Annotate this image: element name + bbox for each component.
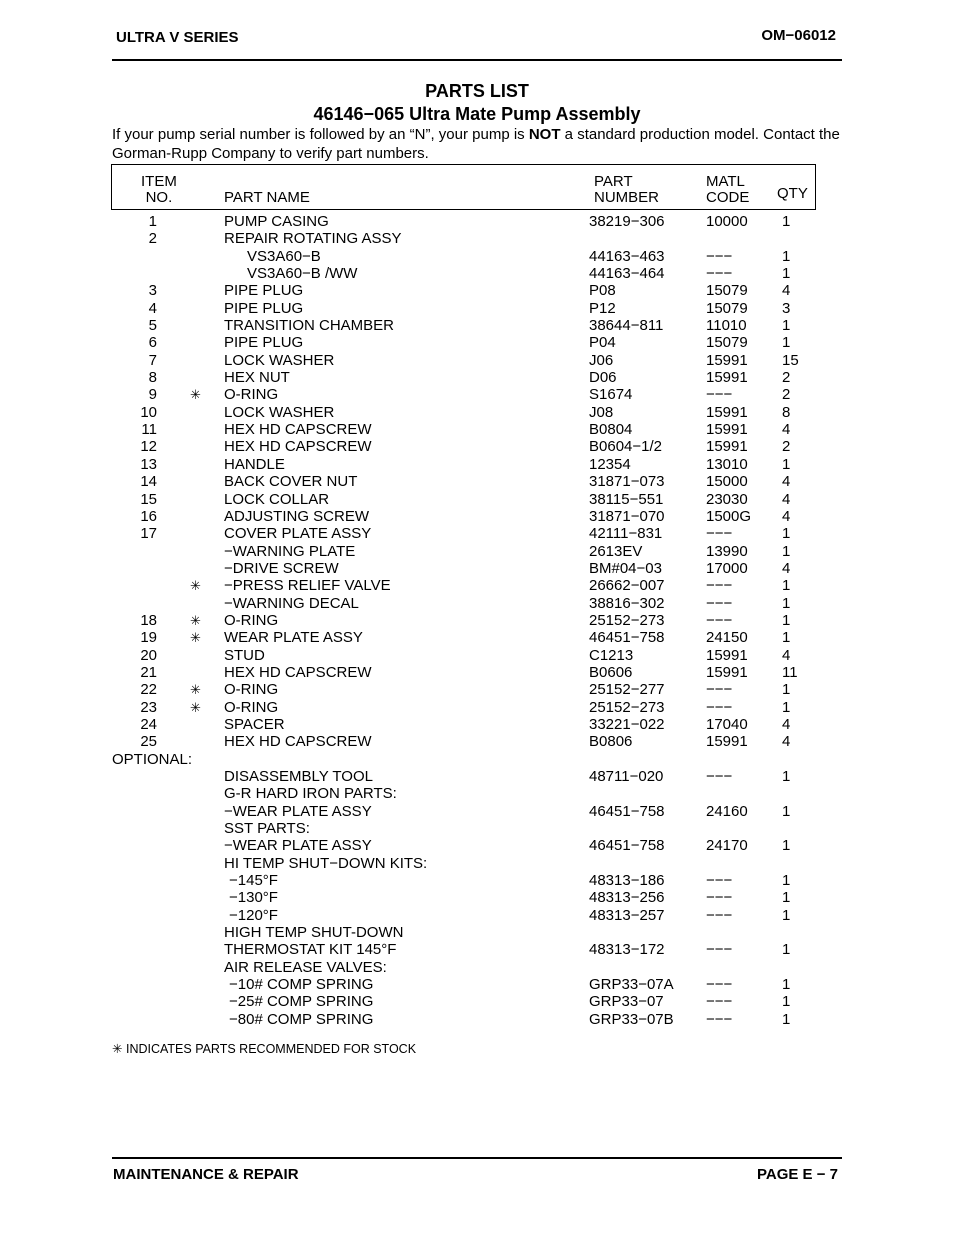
item-number: 20: [140, 646, 157, 664]
item-number: 9: [148, 386, 157, 404]
table-row: [0, 629, 954, 646]
matl-code: −−−: [706, 247, 733, 265]
item-number: 14: [140, 473, 157, 491]
table-row: [0, 560, 954, 577]
part-number: GRP33−07: [589, 993, 664, 1011]
part-number: 38115−551: [589, 490, 664, 508]
quantity: 1: [782, 213, 791, 230]
part-number: 46451−758: [589, 837, 665, 855]
part-number: J06: [589, 351, 614, 369]
quantity: 4: [782, 559, 791, 577]
item-number: 25: [140, 733, 157, 751]
part-name: −DRIVE SCREW: [224, 559, 339, 577]
part-name: −80# COMP SPRING: [229, 1010, 374, 1028]
matl-code: 17000: [706, 559, 748, 577]
column-header-box: [111, 164, 816, 210]
item-number: 18: [140, 611, 157, 629]
column-header-matl-line1: MATL: [706, 173, 745, 190]
table-row: [0, 421, 954, 438]
part-number: P08: [589, 282, 616, 300]
part-name: DISASSEMBLY TOOL: [224, 768, 373, 785]
part-name: −120°F: [229, 906, 278, 924]
footnote: [112, 1041, 416, 1056]
parts-table-body: [0, 213, 954, 1028]
part-name: SPACER: [224, 715, 285, 733]
quantity: 4: [782, 282, 791, 300]
part-number: 48313−257: [589, 906, 665, 924]
quantity: 1: [782, 872, 791, 890]
matl-code: 15991: [706, 646, 748, 664]
quantity: 1: [782, 906, 791, 924]
matl-code: −−−: [706, 768, 733, 785]
part-name: HEX HD CAPSCREW: [224, 421, 372, 439]
item-number: 7: [148, 351, 157, 369]
quantity: 1: [782, 629, 791, 647]
table-row: [0, 803, 954, 820]
part-name: HANDLE: [224, 455, 285, 473]
matl-code: 17040: [706, 715, 748, 733]
table-row: [0, 525, 954, 542]
table-row: [0, 577, 954, 594]
quantity: 8: [782, 403, 791, 421]
table-row: [0, 265, 954, 282]
quantity: 4: [782, 490, 791, 508]
quantity: 1: [782, 594, 791, 612]
item-number: 1: [148, 213, 157, 230]
table-row: [0, 282, 954, 299]
part-number: B0806: [589, 733, 633, 751]
part-name: HEX HD CAPSCREW: [224, 733, 372, 751]
item-number: 23: [140, 698, 157, 716]
quantity: 1: [782, 837, 791, 855]
part-number: 48313−256: [589, 889, 665, 907]
matl-code: −−−: [706, 577, 733, 595]
part-name: −WARNING PLATE: [224, 542, 356, 560]
table-row: [0, 768, 954, 785]
part-name: PIPE PLUG: [224, 334, 304, 352]
intro-text-before: If your pump serial number is followed by an “N”, your pump is: [112, 126, 529, 143]
matl-code: −−−: [706, 698, 733, 716]
item-number: 16: [140, 507, 157, 525]
matl-code: 15079: [706, 299, 748, 317]
quantity: 4: [782, 733, 791, 751]
item-number: 8: [148, 369, 157, 387]
quantity: 1: [782, 941, 791, 959]
item-number: 3: [148, 282, 157, 300]
table-row: [0, 491, 954, 508]
quantity: 1: [782, 1010, 791, 1028]
part-number: 44163−463: [589, 247, 665, 265]
item-number: 10: [140, 403, 157, 421]
table-row: [0, 855, 954, 872]
quantity: 1: [782, 802, 791, 820]
part-name: STUD: [224, 646, 265, 664]
matl-code: −−−: [706, 976, 733, 994]
part-number: 48313−186: [589, 872, 665, 890]
part-number: BM#04−03: [589, 559, 662, 577]
part-name: LOCK WASHER: [224, 351, 335, 369]
matl-code: −−−: [706, 525, 733, 543]
table-row: [0, 248, 954, 265]
part-number: 25152−277: [589, 681, 665, 699]
part-name: O-RING: [224, 611, 279, 629]
table-row: [0, 595, 954, 612]
part-number: D06: [589, 369, 617, 387]
part-name: THERMOSTAT KIT 145°F: [224, 941, 397, 959]
table-row: [0, 872, 954, 889]
quantity: 2: [782, 438, 791, 456]
matl-code: 1500G: [706, 507, 752, 525]
table-row: [0, 300, 954, 317]
part-number: P12: [589, 299, 616, 317]
quantity: 1: [782, 577, 791, 595]
item-number: 5: [148, 317, 157, 335]
part-number: 46451−758: [589, 629, 665, 647]
part-number: 31871−070: [589, 507, 665, 525]
table-row: [0, 404, 954, 421]
column-header-part-name: PART NAME: [224, 189, 310, 206]
item-number: 13: [140, 455, 157, 473]
item-number: 11: [141, 421, 157, 439]
part-name: HI TEMP SHUT−DOWN KITS:: [224, 854, 428, 872]
part-name: −WEAR PLATE ASSY: [224, 837, 372, 855]
matl-code: −−−: [706, 386, 733, 404]
quantity: 1: [782, 611, 791, 629]
part-name: PIPE PLUG: [224, 299, 304, 317]
quantity: 1: [782, 698, 791, 716]
matl-code: 15991: [706, 403, 748, 421]
column-header-qty: QTY: [777, 185, 808, 202]
matl-code: −−−: [706, 906, 733, 924]
part-number: 38816−302: [589, 594, 665, 612]
matl-code: −−−: [706, 1010, 733, 1028]
quantity: 1: [782, 681, 791, 699]
table-row: [0, 820, 954, 837]
part-number: 48711−020: [589, 768, 664, 785]
column-header-matl-code: [706, 174, 749, 206]
page-title: PARTS LIST: [425, 81, 529, 101]
part-name: COVER PLATE ASSY: [224, 525, 372, 543]
matl-code: −−−: [706, 594, 733, 612]
matl-code: −−−: [706, 941, 733, 959]
quantity: 2: [782, 369, 791, 387]
table-row: [0, 386, 954, 403]
page-subtitle: 46146−065 Ultra Mate Pump Assembly: [313, 104, 641, 124]
quantity: 3: [782, 299, 791, 317]
table-row: [0, 941, 954, 958]
column-header-part-number: [594, 174, 659, 206]
matl-code: 10000: [706, 213, 748, 230]
intro-paragraph: [112, 125, 847, 163]
table-row: [0, 907, 954, 924]
matl-code: 24170: [706, 837, 748, 855]
matl-code: 13990: [706, 542, 748, 560]
column-header-part-line2: NUMBER: [594, 189, 660, 206]
quantity: 1: [782, 889, 791, 907]
quantity: 1: [782, 455, 791, 473]
part-name: BACK COVER NUT: [224, 473, 358, 491]
part-name: SST PARTS:: [224, 820, 310, 838]
header-doc-number: OM−06012: [761, 27, 836, 44]
table-row: [0, 993, 954, 1010]
matl-code: −−−: [706, 993, 733, 1011]
matl-code: −−−: [706, 889, 733, 907]
part-name: G-R HARD IRON PARTS:: [224, 785, 397, 803]
column-header-item-line1: ITEM: [141, 173, 177, 190]
footer-section: MAINTENANCE & REPAIR: [113, 1166, 299, 1183]
item-number: 17: [140, 525, 157, 543]
part-number: 25152−273: [589, 698, 665, 716]
header-series: ULTRA V SERIES: [116, 29, 239, 46]
matl-code: −−−: [706, 265, 733, 283]
table-row: [0, 924, 954, 941]
part-name: VS3A60−B: [247, 247, 321, 265]
quantity: 1: [782, 542, 791, 560]
table-row: [0, 699, 954, 716]
part-number: B0606: [589, 663, 633, 681]
part-name: REPAIR ROTATING ASSY: [224, 230, 402, 248]
quantity: 2: [782, 386, 791, 404]
matl-code: 15991: [706, 421, 748, 439]
part-name: −WEAR PLATE ASSY: [224, 802, 372, 820]
matl-code: −−−: [706, 872, 733, 890]
part-name: −130°F: [229, 889, 278, 907]
item-number: 15: [140, 490, 157, 508]
part-name: −PRESS RELIEF VALVE: [224, 577, 391, 595]
column-header-part-line1: PART: [594, 173, 633, 190]
quantity: 1: [782, 976, 791, 994]
part-number: 46451−758: [589, 802, 665, 820]
matl-code: 15079: [706, 334, 748, 352]
part-number: 44163−464: [589, 265, 665, 283]
part-name: HEX NUT: [224, 369, 290, 387]
stock-star-icon: ✳: [190, 612, 201, 628]
part-name: −145°F: [229, 872, 278, 890]
section-label: OPTIONAL:: [112, 750, 193, 768]
part-number: 38219−306: [589, 213, 665, 230]
part-number: 12354: [589, 455, 631, 473]
quantity: 4: [782, 421, 791, 439]
matl-code: 15079: [706, 282, 748, 300]
table-row: [0, 334, 954, 351]
part-number: 38644−811: [589, 317, 664, 335]
part-name: O-RING: [224, 681, 279, 699]
table-row: [0, 473, 954, 490]
part-number: C1213: [589, 646, 634, 664]
matl-code: 24150: [706, 629, 748, 647]
table-row: [0, 352, 954, 369]
quantity: 1: [782, 768, 791, 785]
quantity: 1: [782, 334, 791, 352]
table-row: [0, 213, 954, 230]
part-name: −WARNING DECAL: [224, 594, 359, 612]
matl-code: 13010: [706, 455, 748, 473]
part-number: P04: [589, 334, 616, 352]
quantity: 1: [782, 317, 791, 335]
part-number: 33221−022: [589, 715, 665, 733]
quantity: 4: [782, 646, 791, 664]
table-row: [0, 751, 954, 768]
part-name: PUMP CASING: [224, 213, 329, 230]
part-number: J08: [589, 403, 614, 421]
part-name: LOCK WASHER: [224, 403, 335, 421]
footer-page-number: PAGE E − 7: [756, 1166, 838, 1183]
matl-code: 23030: [706, 490, 748, 508]
table-row: [0, 681, 954, 698]
matl-code: 15991: [706, 351, 748, 369]
quantity: 1: [782, 265, 791, 283]
part-number: 31871−073: [589, 473, 665, 491]
item-number: 21: [140, 663, 157, 681]
matl-code: 15991: [706, 663, 748, 681]
part-name: −10# COMP SPRING: [229, 976, 374, 994]
column-header-item-line2: NO.: [145, 189, 173, 206]
item-number: 12: [140, 438, 157, 456]
quantity: 15: [782, 351, 799, 369]
part-number: 48313−172: [589, 941, 665, 959]
part-number: 25152−273: [589, 611, 665, 629]
part-name: O-RING: [224, 698, 279, 716]
stock-star-icon: ✳: [190, 578, 201, 594]
header-rule: [112, 59, 842, 61]
table-row: [0, 976, 954, 993]
part-name: PIPE PLUG: [224, 282, 304, 300]
table-row: [0, 369, 954, 386]
table-row: [0, 959, 954, 976]
intro-text-after: a standard production model. Contact the Gorman-Rupp Company to verify part numbers.: [112, 126, 840, 162]
quantity: 4: [782, 473, 791, 491]
stock-star-icon: ✳: [190, 630, 201, 646]
part-name: ADJUSTING SCREW: [224, 507, 370, 525]
table-row: [0, 837, 954, 854]
matl-code: 11010: [706, 317, 747, 335]
part-name: HEX HD CAPSCREW: [224, 663, 372, 681]
item-number: 2: [148, 230, 157, 248]
table-row: [0, 317, 954, 334]
item-number: 4: [148, 299, 157, 317]
column-header-matl-line2: CODE: [706, 189, 750, 206]
footer-rule: [112, 1157, 842, 1159]
part-name: TRANSITION CHAMBER: [224, 317, 395, 335]
matl-code: 15991: [706, 733, 748, 751]
matl-code: 15000: [706, 473, 748, 491]
table-row: [0, 647, 954, 664]
part-number: 42111−831: [589, 525, 663, 543]
item-number: 6: [148, 334, 157, 352]
quantity: 1: [782, 247, 791, 265]
table-row: [0, 612, 954, 629]
part-number: GRP33−07B: [589, 1010, 674, 1028]
part-number: B0604−1/2: [589, 438, 662, 456]
part-name: AIR RELEASE VALVES:: [224, 958, 387, 976]
table-row: [0, 438, 954, 455]
stock-star-icon: ✳: [190, 699, 201, 715]
table-row: [0, 456, 954, 473]
table-row: [0, 543, 954, 560]
intro-text-bold: NOT: [528, 126, 561, 143]
part-name: LOCK COLLAR: [224, 490, 330, 508]
quantity: 4: [782, 507, 791, 525]
part-number: S1674: [589, 386, 633, 404]
item-number: 24: [140, 715, 157, 733]
quantity: 11: [782, 663, 798, 681]
table-row: [0, 733, 954, 750]
matl-code: −−−: [706, 611, 733, 629]
part-name: WEAR PLATE ASSY: [224, 629, 363, 647]
matl-code: 15991: [706, 438, 748, 456]
table-row: [0, 1011, 954, 1028]
matl-code: 24160: [706, 802, 748, 820]
quantity: 1: [782, 993, 791, 1011]
part-name: HEX HD CAPSCREW: [224, 438, 372, 456]
table-row: [0, 664, 954, 681]
footnote-text: INDICATES PARTS RECOMMENDED FOR STOCK: [125, 1042, 417, 1056]
table-row: [0, 230, 954, 247]
stock-star-icon: ✳: [190, 387, 201, 403]
footnote-star-icon: ✳: [112, 1042, 123, 1056]
part-number: 26662−007: [589, 577, 665, 595]
item-number: 22: [140, 681, 157, 699]
part-number: 2613EV: [589, 542, 643, 560]
quantity: 4: [782, 715, 791, 733]
matl-code: 15991: [706, 369, 748, 387]
part-number: B0804: [589, 421, 633, 439]
part-name: O-RING: [224, 386, 279, 404]
part-name: HIGH TEMP SHUT-DOWN: [224, 924, 404, 942]
quantity: 1: [782, 525, 791, 543]
stock-star-icon: ✳: [190, 682, 201, 698]
item-number: 19: [140, 629, 157, 647]
table-row: [0, 716, 954, 733]
table-row: [0, 508, 954, 525]
table-row: [0, 889, 954, 906]
column-header-item: [141, 174, 177, 206]
matl-code: −−−: [706, 681, 733, 699]
part-name: −25# COMP SPRING: [229, 993, 374, 1011]
part-name: VS3A60−B /WW: [247, 265, 358, 283]
table-row: [0, 785, 954, 802]
part-number: GRP33−07A: [589, 976, 674, 994]
